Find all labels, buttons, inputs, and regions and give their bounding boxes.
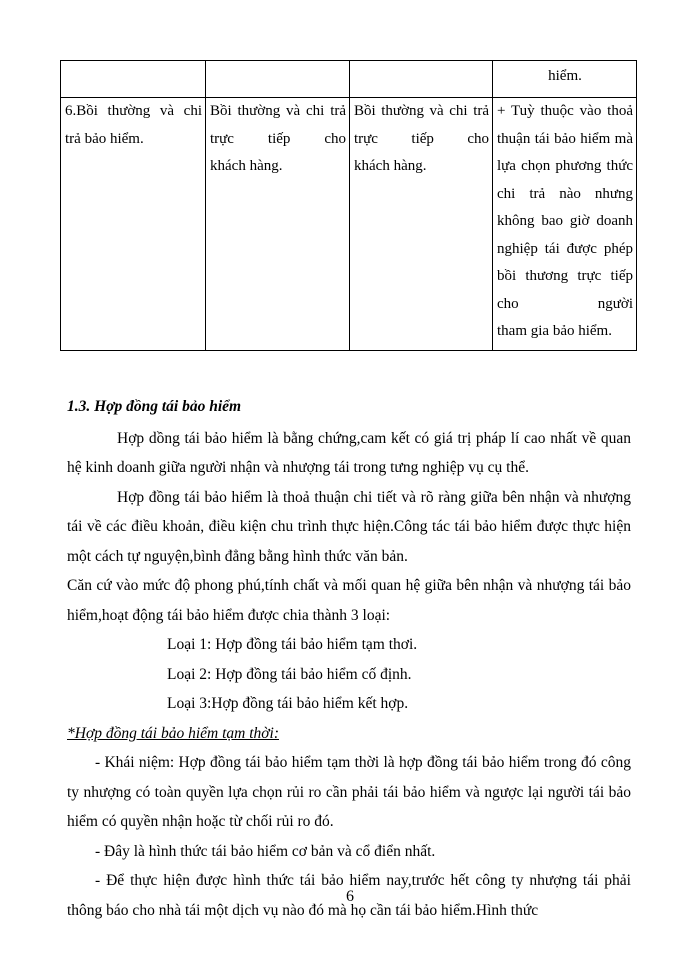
bullet-paragraph: - Đây là hình thức tái bảo hiểm cơ bản và cổ điển nhất. [95,842,436,860]
list-item: Loại 2: Hợp đồng tái bảo hiểm cố định. [167,665,412,683]
table-cell [350,98,493,351]
table-cell [493,98,637,351]
table-row [61,61,637,98]
list-item: Loại 3:Hợp đồng tái bảo hiểm kết hợp. [167,695,409,712]
page-number: 6 [346,888,354,905]
cell-line: khách hàng. [354,158,427,174]
criterion-cell [61,98,206,351]
cell-line: thoả thuận tái bảo [497,103,633,147]
cell-line: tham gia bảo hiểm. [497,323,612,339]
body-text [67,392,631,925]
bullet-paragraph: - Khái niệm: Hợp đồng tái bảo hiểm tạm thời là hợp đồng tái bảo hiểm trong đó công ty nhượng có toàn quyền lựa chọn rủi ro cần phải tái bảo hiểm và ngược lại người tái bảo hiểm có quyền nhận hoặc từ chối rủi ro đó. [67,754,631,830]
cell-line: trực tiếp cho người [497,268,634,312]
cell-line: Bồi thường và chi [210,103,325,119]
cell-line: nào nhưng không [497,185,633,229]
list-item: Loại 1: Hợp đồng tái bảo hiểm tạm thơi. [167,636,418,653]
cell-line: trả trực tiếp cho [210,103,347,147]
table-cell [206,61,350,98]
table-cell [350,61,493,98]
cell-line: Bồi thường và chi [354,103,468,119]
comparison-table [60,60,637,351]
paragraph: Hợp đồng tái bảo hiểm là thoả thuận chi tiết và rõ ràng giữa bên nhận và nhượng tái về các điều khoản, điều kiện chu trình thực hiện.Công tác tái bảo hiểm được thực hiện một cách tự nguyện,bình đẳng bằng hình thức văn bản. [67,488,631,565]
cell-line: trả trực tiếp cho [354,103,490,147]
cell-line: phương thức chi trả [497,158,633,202]
cell-line: bao giờ doanh [541,213,633,229]
cell-line: 6.Bồi thường và chi [65,103,202,119]
table-row [61,98,637,351]
section-heading: 1.3. Hợp đồng tái bảo hiểm [67,398,242,415]
cell-line: + Tuỳ thuộc vào [497,103,602,119]
table-cell [206,98,350,351]
cell-line: khách hàng. [210,158,283,174]
cell-line: phép bồi thương [497,240,634,284]
table-cell [61,61,206,98]
cell-line: nghiệp tái được [497,240,597,257]
bullet-paragraph: - Để thực hiện được hình thức tái bảo hiểm nay,trước hết công ty nhượng tái phải thông báo cho nhà tái một dịch vụ nào đó mà họ cần tái bảo hiểm.Hình thức [67,872,631,919]
cell-line: hiểm mà lựa chọn [497,130,633,174]
table-cell: hiểm. [493,61,637,98]
subheading: *Hợp đồng tái bảo hiểm tạm thời: [67,724,280,742]
paragraph: Hợp dồng tái bảo hiểm là bằng chứng,cam kết có giá trị pháp lí cao nhất về quan hệ kinh doanh giữa người nhận và nhượng tái trong tưng nghiệp vụ cụ thể. [67,429,631,476]
cell-line: trả bảo hiểm. [65,130,144,147]
paragraph: Căn cứ vào mức độ phong phú,tính chất và mối quan hệ giữa bên nhận và nhượng tái bảo hiểm,hoạt động tái bảo hiểm được chia thành 3 loại: [67,577,631,624]
